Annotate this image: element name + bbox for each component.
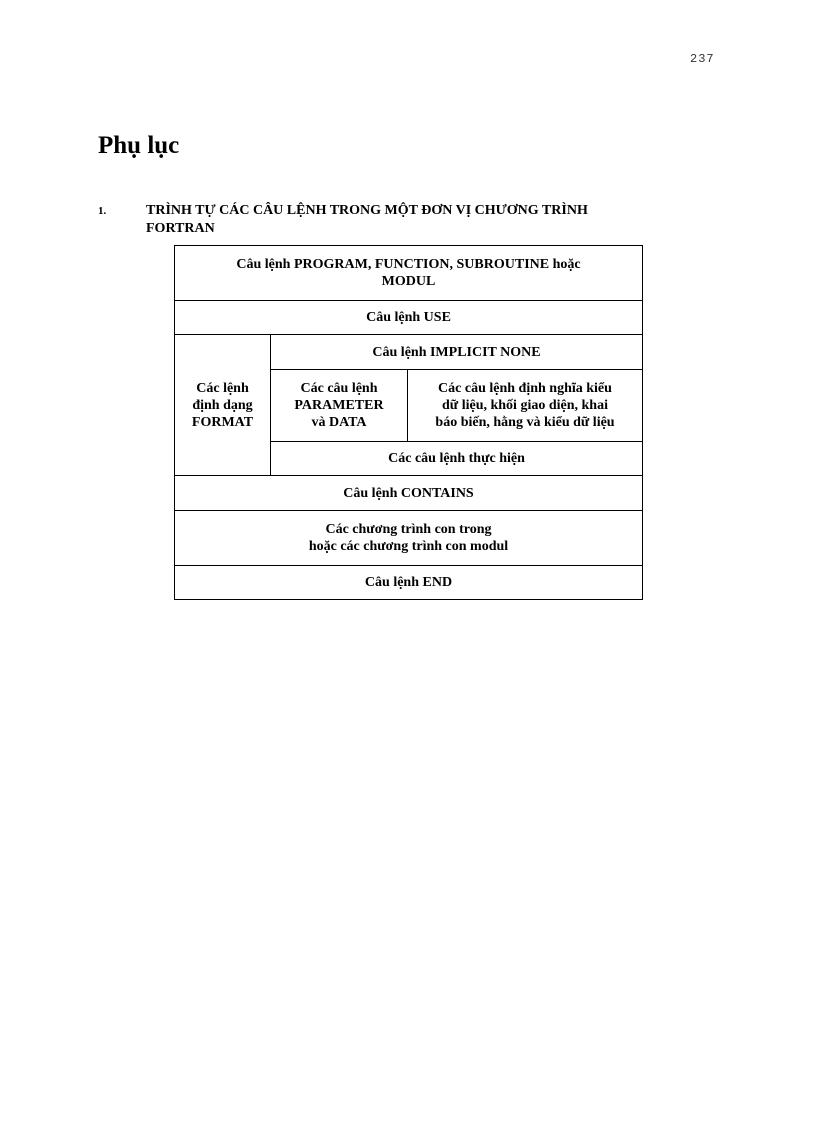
section-number: 1.	[98, 205, 107, 217]
page-title: Phụ lục	[98, 132, 180, 159]
use-statement-cell: Câu lệnh USE	[175, 301, 643, 335]
section-heading	[98, 202, 698, 238]
end-statement-cell: Câu lệnh END	[175, 566, 643, 600]
executable-statements-cell: Các câu lệnh thực hiện	[271, 442, 643, 476]
statement-order-table	[174, 245, 643, 600]
program-statement-cell: Câu lệnh PROGRAM, FUNCTION, SUBROUTINE hoặc MODUL	[175, 246, 643, 301]
section-title-line-2: FORTRAN	[146, 221, 215, 236]
type-declaration-cell: Các câu lệnh định nghĩa kiểu dữ liệu, khối giao diện, khai báo biến, hằng và kiểu dữ liệu	[408, 370, 643, 442]
implicit-none-cell: Câu lệnh IMPLICIT NONE	[271, 335, 643, 370]
contains-statement-cell: Câu lệnh CONTAINS	[175, 476, 643, 511]
section-title	[146, 202, 698, 238]
parameter-data-cell: Các câu lệnh PARAMETER và DATA	[271, 370, 408, 442]
format-statement-cell: Các lệnh định dạng FORMAT	[175, 335, 271, 476]
page-number: 237	[690, 52, 715, 66]
subprograms-cell: Các chương trình con trong hoặc các chương trình con modul	[175, 511, 643, 566]
section-title-line-1: TRÌNH TỰ CÁC CÂU LỆNH TRONG MỘT ĐƠN VỊ CHƯƠNG TRÌNH	[146, 203, 588, 218]
